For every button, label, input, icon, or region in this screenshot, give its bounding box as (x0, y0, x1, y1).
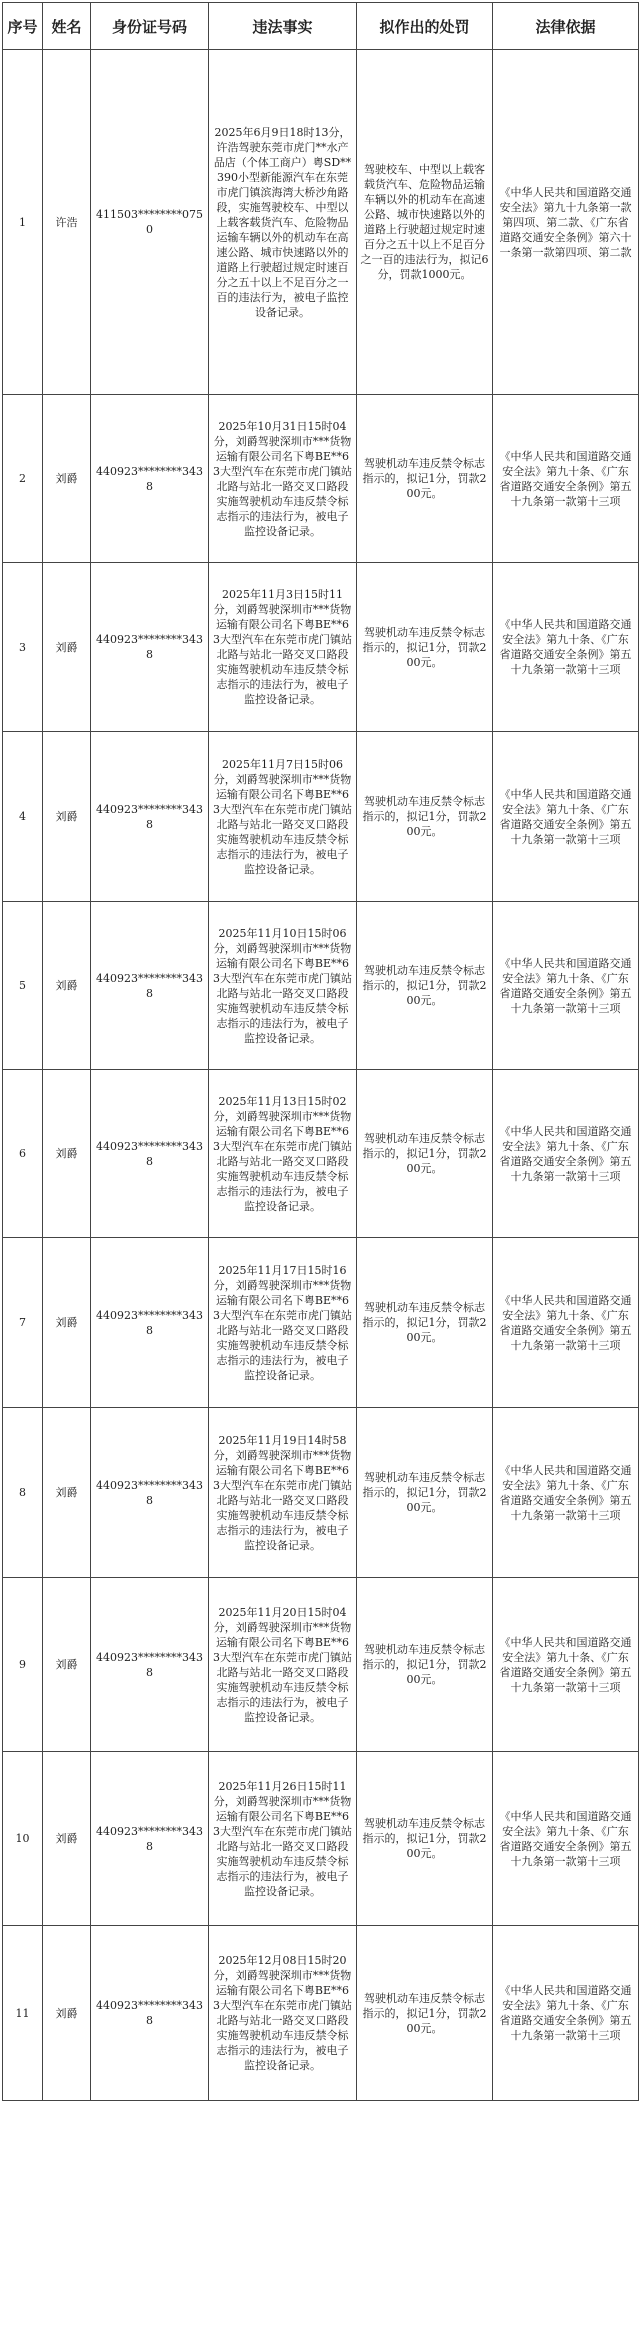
table-row (3, 50, 639, 395)
row-legal-basis: 《中华人民共和国道路交通安全法》第九十条、《广东省道路交通安全条例》第五十九条第一款第十三项 (493, 1926, 639, 2101)
table-row (3, 1578, 639, 1752)
row-violation-fact: 2025年11月19日14时58分，刘爵驾驶深圳市***货物运输有限公司名下粤BE**63大型汽车在东莞市虎门镇站北路与站北一路交叉口路段实施驾驶机动车违反禁令标志指示的违法行为，被电子监控设备记录。 (209, 1408, 357, 1578)
row-id-number: 440923********3438 (91, 1408, 209, 1578)
row-violation-fact: 2025年11月10日15时06分，刘爵驾驶深圳市***货物运输有限公司名下粤BE**63大型汽车在东莞市虎门镇站北路与站北一路交叉口路段实施驾驶机动车违反禁令标志指示的违法行为，被电子监控设备记录。 (209, 902, 357, 1070)
row-legal-basis: 《中华人民共和国道路交通安全法》第九十条、《广东省道路交通安全条例》第五十九条第一款第十三项 (493, 1578, 639, 1752)
col-header-violation-fact: 违法事实 (209, 3, 357, 50)
row-name: 刘爵 (43, 1578, 91, 1752)
col-header-id-number: 身份证号码 (91, 3, 209, 50)
row-index: 10 (3, 1752, 43, 1926)
row-penalty: 驾驶机动车违反禁令标志指示的，拟记1分，罚款200元。 (357, 1070, 493, 1238)
row-name: 刘爵 (43, 1926, 91, 2101)
table-row (3, 563, 639, 732)
row-index: 2 (3, 395, 43, 563)
table-row (3, 1752, 639, 1926)
penalty-table (2, 2, 639, 2101)
row-name: 刘爵 (43, 1408, 91, 1578)
row-name: 刘爵 (43, 395, 91, 563)
row-index: 7 (3, 1238, 43, 1408)
row-name: 许浩 (43, 50, 91, 395)
row-penalty: 驾驶校车、中型以上载客载货汽车、危险物品运输车辆以外的机动车在高速公路、城市快速路以外的道路上行驶超过规定时速百分之五十以上不足百分之一百的违法行为，拟记6分，罚款1000元。 (357, 50, 493, 395)
row-violation-fact: 2025年12月08日15时20分，刘爵驾驶深圳市***货物运输有限公司名下粤BE**63大型汽车在东莞市虎门镇站北路与站北一路交叉口路段实施驾驶机动车违反禁令标志指示的违法行为，被电子监控设备记录。 (209, 1926, 357, 2101)
table-row (3, 902, 639, 1070)
col-header-index: 序号 (3, 3, 43, 50)
row-violation-fact: 2025年11月13日15时02分，刘爵驾驶深圳市***货物运输有限公司名下粤BE**63大型汽车在东莞市虎门镇站北路与站北一路交叉口路段实施驾驶机动车违反禁令标志指示的违法行为，被电子监控设备记录。 (209, 1070, 357, 1238)
row-name: 刘爵 (43, 563, 91, 732)
row-violation-fact: 2025年10月31日15时04分，刘爵驾驶深圳市***货物运输有限公司名下粤BE**63大型汽车在东莞市虎门镇站北路与站北一路交叉口路段实施驾驶机动车违反禁令标志指示的违法行为，被电子监控设备记录。 (209, 395, 357, 563)
row-index: 5 (3, 902, 43, 1070)
row-violation-fact: 2025年11月3日15时11分，刘爵驾驶深圳市***货物运输有限公司名下粤BE**63大型汽车在东莞市虎门镇站北路与站北一路交叉口路段实施驾驶机动车违反禁令标志指示的违法行为，被电子监控设备记录。 (209, 563, 357, 732)
row-id-number: 440923********3438 (91, 1070, 209, 1238)
row-legal-basis: 《中华人民共和国道路交通安全法》第九十条、《广东省道路交通安全条例》第五十九条第一款第十三项 (493, 902, 639, 1070)
row-index: 6 (3, 1070, 43, 1238)
table-row (3, 1070, 639, 1238)
table-row (3, 1238, 639, 1408)
table-row (3, 1408, 639, 1578)
row-penalty: 驾驶机动车违反禁令标志指示的，拟记1分，罚款200元。 (357, 1408, 493, 1578)
row-name: 刘爵 (43, 1238, 91, 1408)
row-violation-fact: 2025年11月17日15时16分，刘爵驾驶深圳市***货物运输有限公司名下粤BE**63大型汽车在东莞市虎门镇站北路与站北一路交叉口路段实施驾驶机动车违反禁令标志指示的违法行为，被电子监控设备记录。 (209, 1238, 357, 1408)
row-penalty: 驾驶机动车违反禁令标志指示的，拟记1分，罚款200元。 (357, 1578, 493, 1752)
header-row (3, 3, 639, 50)
row-violation-fact: 2025年11月7日15时06分，刘爵驾驶深圳市***货物运输有限公司名下粤BE**63大型汽车在东莞市虎门镇站北路与站北一路交叉口路段实施驾驶机动车违反禁令标志指示的违法行为，被电子监控设备记录。 (209, 732, 357, 902)
row-legal-basis: 《中华人民共和国道路交通安全法》第九十条、《广东省道路交通安全条例》第五十九条第一款第十三项 (493, 563, 639, 732)
row-id-number: 411503********0750 (91, 50, 209, 395)
row-id-number: 440923********3438 (91, 563, 209, 732)
row-name: 刘爵 (43, 1070, 91, 1238)
row-index: 11 (3, 1926, 43, 2101)
row-index: 4 (3, 732, 43, 902)
row-id-number: 440923********3438 (91, 732, 209, 902)
col-header-penalty: 拟作出的处罚 (357, 3, 493, 50)
row-id-number: 440923********3438 (91, 1578, 209, 1752)
row-penalty: 驾驶机动车违反禁令标志指示的，拟记1分，罚款200元。 (357, 563, 493, 732)
row-index: 8 (3, 1408, 43, 1578)
row-id-number: 440923********3438 (91, 1238, 209, 1408)
row-penalty: 驾驶机动车违反禁令标志指示的，拟记1分，罚款200元。 (357, 1926, 493, 2101)
row-legal-basis: 《中华人民共和国道路交通安全法》第九十条、《广东省道路交通安全条例》第五十九条第一款第十三项 (493, 395, 639, 563)
row-legal-basis: 《中华人民共和国道路交通安全法》第九十条、《广东省道路交通安全条例》第五十九条第一款第十三项 (493, 1070, 639, 1238)
row-name: 刘爵 (43, 732, 91, 902)
col-header-legal-basis: 法律依据 (493, 3, 639, 50)
row-violation-fact: 2025年11月20日15时04分，刘爵驾驶深圳市***货物运输有限公司名下粤BE**63大型汽车在东莞市虎门镇站北路与站北一路交叉口路段实施驾驶机动车违反禁令标志指示的违法行为，被电子监控设备记录。 (209, 1578, 357, 1752)
table-row (3, 395, 639, 563)
row-legal-basis: 《中华人民共和国道路交通安全法》第九十条、《广东省道路交通安全条例》第五十九条第一款第十三项 (493, 1408, 639, 1578)
row-id-number: 440923********3438 (91, 1926, 209, 2101)
row-penalty: 驾驶机动车违反禁令标志指示的，拟记1分，罚款200元。 (357, 1238, 493, 1408)
row-legal-basis: 《中华人民共和国道路交通安全法》第九十条、《广东省道路交通安全条例》第五十九条第一款第十三项 (493, 1752, 639, 1926)
row-index: 9 (3, 1578, 43, 1752)
row-violation-fact: 2025年6月9日18时13分，许浩驾驶东莞市虎门**水产品店（个体工商户）粤SD**390小型新能源汽车在东莞市虎门镇滨海湾大桥沙角路段，实施驾驶校车、中型以上载客载货汽车、危险物品运输车辆以外的机动车在高速公路、城市快速路以外的道路上行驶超过规定时速百分之五十以上不足百分之一百的违法行为，被电子监控设备记录。 (209, 50, 357, 395)
row-penalty: 驾驶机动车违反禁令标志指示的，拟记1分，罚款200元。 (357, 732, 493, 902)
row-name: 刘爵 (43, 902, 91, 1070)
row-legal-basis: 《中华人民共和国道路交通安全法》第九十九条第一款第四项、第二款、《广东省道路交通安全条例》第六十一条第一款第四项、第二款 (493, 50, 639, 395)
row-id-number: 440923********3438 (91, 395, 209, 563)
row-violation-fact: 2025年11月26日15时11分，刘爵驾驶深圳市***货物运输有限公司名下粤BE**63大型汽车在东莞市虎门镇站北路与站北一路交叉口路段实施驾驶机动车违反禁令标志指示的违法行为，被电子监控设备记录。 (209, 1752, 357, 1926)
row-index: 3 (3, 563, 43, 732)
row-id-number: 440923********3438 (91, 902, 209, 1070)
row-id-number: 440923********3438 (91, 1752, 209, 1926)
table-row (3, 732, 639, 902)
row-index: 1 (3, 50, 43, 395)
col-header-name: 姓名 (43, 3, 91, 50)
row-legal-basis: 《中华人民共和国道路交通安全法》第九十条、《广东省道路交通安全条例》第五十九条第一款第十三项 (493, 1238, 639, 1408)
row-penalty: 驾驶机动车违反禁令标志指示的，拟记1分，罚款200元。 (357, 395, 493, 563)
table-row (3, 1926, 639, 2101)
row-penalty: 驾驶机动车违反禁令标志指示的，拟记1分，罚款200元。 (357, 902, 493, 1070)
row-penalty: 驾驶机动车违反禁令标志指示的，拟记1分，罚款200元。 (357, 1752, 493, 1926)
row-name: 刘爵 (43, 1752, 91, 1926)
row-legal-basis: 《中华人民共和国道路交通安全法》第九十条、《广东省道路交通安全条例》第五十九条第一款第十三项 (493, 732, 639, 902)
